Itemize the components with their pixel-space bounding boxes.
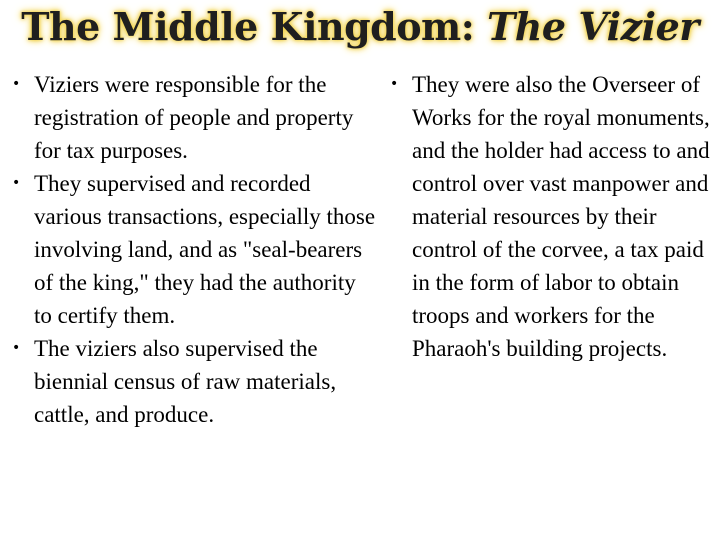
bullet-text: The viziers also supervised the biennial census of raw materials, cattle, and produce.: [34, 336, 337, 427]
bullet-icon: •: [12, 76, 21, 92]
title-main: The Middle Kingdom:: [21, 4, 488, 49]
left-bullet-list: [6, 68, 376, 431]
slide-title: [0, 4, 720, 49]
left-column: [6, 68, 376, 431]
bullet-icon: •: [390, 76, 399, 92]
bullet-icon: •: [12, 340, 21, 356]
bullet-text: Viziers were responsible for the registration of people and property for tax purposes.: [34, 72, 354, 163]
bullet-text: They supervised and recorded various transactions, especially those involving land, and as "seal-bearers of the king," they had the authority to certify them.: [34, 171, 376, 328]
title-italic: The Vizier: [487, 4, 699, 49]
bullet-item: [384, 68, 718, 365]
bullet-text: They were also the Overseer of Works for the royal monuments, and the holder had access to and control over vast manpower and material resources by their control of the corvee, a tax paid in the form of labor to obtain troops and workers for the Pharaoh's building projects.: [412, 72, 710, 361]
bullet-item: [6, 68, 376, 167]
right-column: [384, 68, 718, 365]
bullet-icon: •: [12, 175, 21, 191]
bullet-item: [6, 332, 376, 431]
bullet-item: [6, 167, 376, 332]
right-bullet-list: [384, 68, 718, 365]
